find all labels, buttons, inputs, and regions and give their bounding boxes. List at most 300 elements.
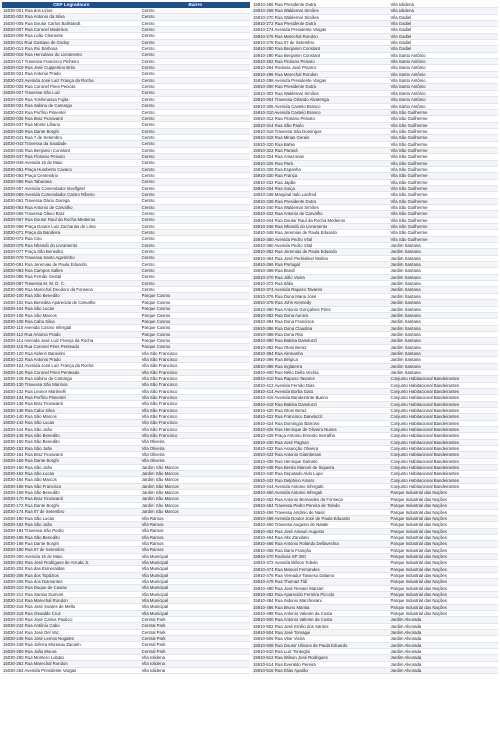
bairro-cell: Vila São Guilherme: [390, 116, 498, 122]
cep-logradouro-cell: 15030-067 Rua Doutor Raul da Rocha Medeiros: [2, 217, 141, 223]
bairro-cell: Vila Municipal: [141, 604, 250, 610]
cep-logradouro-cell: 15910-366 Rua Portugal: [252, 262, 390, 268]
bairro-cell: Centro: [141, 198, 250, 204]
cep-logradouro-cell: 15030-248 Rua Joferra Moreaux Zacarin: [2, 642, 141, 648]
cep-logradouro-cell: 15030-156 Rua Dante Borghi: [2, 458, 141, 464]
cep-logradouro-cell: 15030-204 Rua das Esmeraldas: [2, 566, 141, 572]
cep-logradouro-cell: 15910-292 Rua Floriano Peixoto: [252, 59, 390, 65]
cep-logradouro-cell: 15030-019 Rua José Cuppertino Brito: [2, 65, 141, 71]
left-cep-table: [2, 2, 250, 674]
cep-logradouro-cell: 15910-514 Rua Everaldo Pereira: [252, 661, 390, 667]
bairro-cell: Conjunto Habitacional Bandeirantes: [390, 395, 498, 401]
cep-logradouro-cell: 15910-330 Rua França: [252, 173, 390, 179]
bairro-cell: Vila São Guilherme: [390, 160, 498, 166]
bairro-cell: Vila Municipal: [141, 610, 250, 616]
cep-logradouro-cell: 15030-073 Rua Ciro: [2, 236, 141, 242]
cep-logradouro-cell: 15910-504 Rua José Tomagui: [252, 630, 390, 636]
cep-logradouro-cell: 15910-464 Rua Alte Zanolato: [252, 534, 390, 540]
cep-logradouro-cell: 15030-166 Rua São Francisco: [2, 483, 141, 489]
bairro-cell: Vila Municipal: [141, 591, 250, 597]
cep-logradouro-cell: 15910-512 Rua Wilson José Rodrigues: [252, 655, 390, 661]
cep-table-left: [2, 2, 250, 674]
bairro-cell: Vila Municipal: [141, 578, 250, 584]
cep-logradouro-cell: 15910-324 Rua Amazonas: [252, 154, 390, 160]
bairro-cell: Conjunto Habitacional Bandeirantes: [390, 484, 498, 490]
bairro-cell: Parque Industrial das Nações: [390, 566, 498, 572]
cep-logradouro-cell: 15910-348 Rua Jeremias de Paula Eduardo: [252, 230, 390, 236]
cep-logradouro-cell: 15910-510 Rua Luiz Tontegini: [252, 649, 390, 655]
cep-logradouro-cell: 15910-414 Avenida Borba Gato: [252, 388, 390, 394]
cep-logradouro-cell: 15030-260 Rua Montero Lobato: [2, 655, 141, 661]
cep-logradouro-cell: 15910-278 Rua 07 de Setembro: [252, 40, 390, 46]
bairro-cell: Jardim São Marcos: [141, 509, 250, 515]
cep-logradouro-cell: 15030-142 Rua São Lucas: [2, 420, 141, 426]
cep-logradouro-cell: 15030-085 Rua Fernão Gestal: [2, 274, 141, 280]
bairro-cell: Parque Cosmo: [141, 318, 250, 324]
cep-logradouro-cell: 15910-436 Rua Henrique Damato: [252, 458, 390, 464]
bairro-cell: Conjunto Habitacional Bandeirantes: [390, 465, 498, 471]
cep-logradouro-cell: 15030-047 Rua Floriano Peixoto: [2, 153, 141, 159]
cep-logradouro-cell: 15030-007 Rua Coronel Medeiros: [2, 27, 141, 33]
cep-logradouro-cell: 15910-384 Rua Dona Francisca: [252, 319, 390, 325]
bairro-cell: Vila Ramos: [141, 547, 250, 553]
bairro-cell: Centro: [141, 160, 250, 166]
bairro-cell: Vila Ramos: [141, 528, 250, 534]
cep-logradouro-cell: 15910-434 Rua Antonio Giambesan: [252, 452, 390, 458]
bairro-cell: Parque Industrial das Nações: [390, 541, 498, 547]
bairro-cell: Jardim Alvorada: [390, 649, 498, 655]
bairro-cell: Conjunto Habitacional Bandeirantes: [390, 471, 498, 477]
cep-logradouro-cell: 15910-488 Rua Antonio Valente da Costa: [252, 611, 390, 617]
cep-logradouro-cell: 15910-382 Rua Dona Aurora: [252, 312, 390, 318]
cep-logradouro-cell: 15030-001 Rua dos Lírios: [2, 8, 141, 14]
cep-logradouro-cell: 15030-104 Rua São Lucas: [2, 306, 141, 312]
cep-logradouro-cell: 15910-374 Avenida Raposo Tavares: [252, 287, 390, 293]
cep-logradouro-cell: 15910-458 Avenida Doutor José de Paula Eduardo: [252, 515, 390, 521]
bairro-cell: Vila São Francisco: [141, 356, 250, 362]
cep-logradouro-cell: 15910-426 Rua Henrique de Oliveira Nunes: [252, 427, 390, 433]
bairro-cell: Vila São Guilherme: [390, 211, 498, 217]
bairro-cell: Conjunto Habitacional Bandeirantes: [390, 433, 498, 439]
bairro-cell: Centro: [141, 58, 250, 64]
cep-logradouro-cell: 15030-114 Avenida José Luiz França da Rocha: [2, 337, 141, 343]
bairro-cell: Centro: [141, 287, 250, 293]
cep-logradouro-cell: 15910-400 Rua Nélio Della Vechia: [252, 369, 390, 375]
bairro-cell: Jardim Santana: [390, 363, 498, 369]
cep-logradouro-cell: 15910-318 Rua Minas Gerais: [252, 135, 390, 141]
bairro-cell: Jardim Santana: [390, 357, 498, 363]
bairro-cell: Vila Gadiel: [390, 40, 498, 46]
bairro-cell: Centro: [141, 261, 250, 267]
cep-logradouro-cell: 15910-474 Rua Manoel Fernandes: [252, 566, 390, 572]
cep-logradouro-cell: 15910-326 Rua Pará: [252, 160, 390, 166]
cep-logradouro-cell: 15910-454 Travessa Pedro Pereira de Toledo: [252, 503, 390, 509]
cep-logradouro-cell: 15030-077 Praça São Benedito: [2, 249, 141, 255]
bairro-cell: Jardim Alvorada: [390, 630, 498, 636]
cep-logradouro-cell: 15910-468 Rua Dario Franção: [252, 547, 390, 553]
bairro-cell: Jardim Santana: [390, 300, 498, 306]
cep-logradouro-cell: 15910-372 Rua Itália: [252, 281, 390, 287]
bairro-cell: Parque Industrial das Nações: [390, 585, 498, 591]
cep-logradouro-cell: 15910-306 Avenida Castelo Branco: [252, 103, 390, 109]
bairro-cell: Centro: [141, 141, 250, 147]
cep-logradouro-cell: 15030-188 Rua Dante Borghi: [2, 540, 141, 546]
cep-logradouro-cell: 15030-013 Rua Rui Barbosa: [2, 46, 141, 52]
cep-logradouro-cell: 15030-122 Rua Antonio Prado: [2, 356, 141, 362]
bairro-cell: Jardim Santana: [390, 281, 498, 287]
cep-logradouro-cell: 15030-134 Rua Porfírio Pimentel: [2, 394, 141, 400]
cep-logradouro-cell: 15030-264 Avenida Presidente Vargas: [2, 667, 141, 673]
cep-logradouro-cell: 15030-130 Travessa São Marinos: [2, 382, 141, 388]
cep-logradouro-cell: 15910-336 Marginal Italo Lanfred: [252, 192, 390, 198]
cep-logradouro-cell: 15910-270 Rua Waldemar Simões: [252, 14, 390, 20]
bairro-cell: Vila São Guilherme: [390, 109, 498, 115]
cep-logradouro-cell: 15910-478 Rua Thomaz Tidi: [252, 579, 390, 585]
bairro-cell: Centro: [141, 230, 250, 236]
bairro-cell: Conjunto Habitacional Bandeirantes: [390, 427, 498, 433]
cep-logradouro-cell: 15030-049 Avenida 15 de Maio: [2, 160, 141, 166]
bairro-cell: Parque Industrial das Nações: [390, 579, 498, 585]
cep-logradouro-cell: 15030-059 Avenida Comendador Castro Ribeiro: [2, 191, 141, 197]
bairro-cell: Vila São Guilherme: [390, 154, 498, 160]
bairro-cell: Centro: [141, 255, 250, 261]
bairro-cell: Vila Gadiel: [390, 21, 498, 27]
bairro-cell: Vila São Guilherme: [390, 236, 498, 242]
bairro-cell: Vila São Guilherme: [390, 141, 498, 147]
cep-logradouro-cell: 15910-368 Rua Brasil: [252, 268, 390, 274]
cep-logradouro-cell: 15910-370 Rua Júlio Vieira: [252, 274, 390, 280]
cep-logradouro-cell: 15910-314 Rua São Paulo: [252, 122, 390, 128]
bairro-cell: Centro: [141, 217, 250, 223]
bairro-cell: Vila São Guilherme: [390, 185, 498, 191]
cep-logradouro-cell: 15910-486 Rua Bruno Mantia: [252, 604, 390, 610]
cep-logradouro-cell: 15030-100 Rua São Benedito: [2, 293, 141, 299]
bairro-cell: Vila Santo Antônio: [390, 78, 498, 84]
cep-logradouro-cell: 15030-140 Rua São Marcos: [2, 414, 141, 420]
bairro-cell: Vila São Guilherme: [390, 147, 498, 153]
bairro-cell: Vila São Francisco: [141, 388, 250, 394]
cep-logradouro-cell: 15910-334 Rua Suíça: [252, 185, 390, 191]
cep-logradouro-cell: 15910-438 Rua Benito Manoel de Siqueira: [252, 465, 390, 471]
cep-logradouro-cell: 15030-075 Rua Nhandú do Livramento: [2, 242, 141, 248]
bairro-cell: Vila Municipal: [141, 566, 250, 572]
bairro-cell: Vila Santo Antônio: [390, 97, 498, 103]
bairro-cell: Vila Ramos: [141, 521, 250, 527]
cep-logradouro-cell: 15910-332 Rua Japão: [252, 179, 390, 185]
cep-logradouro-cell: 15910-300 Rua Presidente Dutra: [252, 84, 390, 90]
cep-logradouro-cell: 15910-310 Avenida Castelo Branco: [252, 109, 390, 115]
bairro-cell: Parque Industrial das Nações: [390, 503, 498, 509]
bairro-cell: Vila São Francisco: [141, 369, 250, 375]
cep-logradouro-cell: 15030-174 Rua 07 de Setembro: [2, 509, 141, 515]
cep-logradouro-cell: 15030-262 Rua Marechal Rondon: [2, 661, 141, 667]
bairro-cell: Vila São Guilherme: [390, 166, 498, 172]
bairro-cell: Vila São Guilherme: [390, 198, 498, 204]
cep-logradouro-cell: 15030-186 Rua São Benedito: [2, 534, 141, 540]
bairro-cell: Vila São Guilherme: [390, 192, 498, 198]
bairro-cell: Vila Santo Antônio: [390, 103, 498, 109]
bairro-cell: Centro: [141, 20, 250, 26]
bairro-cell: Centro: [141, 191, 250, 197]
bairro-cell: Centro: [141, 280, 250, 286]
bairro-cell: Parque Cosmo: [141, 293, 250, 299]
cep-logradouro-cell: 15910-398 Rua Inglaterra: [252, 363, 390, 369]
cep-logradouro-cell: 15910-480 Rua José Renato Marsari: [252, 585, 390, 591]
bairro-cell: Vila São Francisco: [141, 401, 250, 407]
bairro-cell: Parque Industrial das Nações: [390, 560, 498, 566]
bairro-cell: Centro: [141, 109, 250, 115]
cep-logradouro-cell: 15910-290 Rua Benjamin Constant: [252, 52, 390, 58]
bairro-cell: Jardim Santana: [390, 319, 498, 325]
cep-logradouro-cell: 15910-346 Rua Nhandú do Livramento: [252, 224, 390, 230]
cep-logradouro-cell: 15030-055 Rua Tabarana: [2, 179, 141, 185]
bairro-cell: Centro: [141, 103, 250, 109]
cep-logradouro-cell: 15030-240 Rua José Carlos Paulicci: [2, 617, 141, 623]
cep-logradouro-cell: 15030-112 Rua Antonio Prado: [2, 331, 141, 337]
cep-logradouro-cell: 15910-500 Rua Antonio Valente da Costa: [252, 617, 390, 623]
cep-logradouro-cell: 15030-043 Travessa da Saudade: [2, 141, 141, 147]
bairro-cell: Vila Iolidena: [390, 2, 498, 8]
bairro-cell: Jardim Alvorada: [390, 636, 498, 642]
cep-logradouro-cell: 15030-182 Rua São João: [2, 521, 141, 527]
cep-logradouro-cell: 15030-184 Travessa São Pedro: [2, 528, 141, 534]
bairro-cell: Vila Municipal: [141, 572, 250, 578]
cep-logradouro-cell: 15030-039 Rua Dante Borghi: [2, 128, 141, 134]
cep-logradouro-cell: 15030-190 Rua 07 de Setembro: [2, 547, 141, 553]
cep-logradouro-cell: 15030-218 Rua Oswaldo Cruz: [2, 610, 141, 616]
bairro-cell: Centro: [141, 33, 250, 39]
bairro-cell: Centro: [141, 185, 250, 191]
cep-logradouro-cell: 15910-376 Rua Dona Maria José: [252, 293, 390, 299]
cep-logradouro-cell: 15910-418 Rua Batista Daneluzzi: [252, 401, 390, 407]
bairro-cell: Centro: [141, 204, 250, 210]
bairro-cell: Central Park: [141, 623, 250, 629]
bairro-cell: Vila Gadiel: [390, 14, 498, 20]
cep-logradouro-cell: 15910-482 Rua Aparecido Ferreira Piccolo: [252, 591, 390, 597]
bairro-cell: Vila São Guilherme: [390, 173, 498, 179]
bairro-cell: Jardim Santana: [390, 274, 498, 280]
bairro-cell: Vila Municipal: [141, 597, 250, 603]
bairro-cell: Jardim Santana: [390, 255, 498, 261]
cep-logradouro-cell: 15910-412 Avenida Fernão Dias: [252, 382, 390, 388]
bairro-cell: Central Park: [141, 617, 250, 623]
cep-logradouro-cell: 15030-061 Travessa Dácio Dorega: [2, 198, 141, 204]
cep-logradouro-cell: 15910-304 Travessa Orlando Alvarenga: [252, 97, 390, 103]
bairro-cell: Jardim Santana: [390, 338, 498, 344]
cep-logradouro-cell: 15030-124 Avenida José Luiz França da Rocha: [2, 363, 141, 369]
bairro-cell: Parque Cosmo: [141, 325, 250, 331]
cep-logradouro-cell: 15910-280 Rua Benjamin Constant: [252, 46, 390, 52]
cep-logradouro-cell: 15910-470 Rodovia SP 300: [252, 553, 390, 559]
cep-logradouro-cell: 15030-037 Rua Monte Líbano: [2, 122, 141, 128]
cep-logradouro-cell: 15910-422 Rua Francisco Daneluzzi: [252, 414, 390, 420]
bairro-cell: Parque Industrial das Nações: [390, 490, 498, 496]
bairro-cell: Parque Industrial das Nações: [390, 572, 498, 578]
bairro-cell: Vila Santo Antônio: [390, 90, 498, 96]
cep-logradouro-cell: 15030-154 Rua Braz Fioravanti: [2, 452, 141, 458]
cep-logradouro-cell: 15030-065 Travessa Olavo Braz: [2, 211, 141, 217]
cep-logradouro-cell: 15030-126 Rua Coronel Pires Penteado: [2, 369, 141, 375]
table-body-left: [2, 8, 250, 674]
cep-logradouro-cell: 15030-214 Rua Marechal Rondon: [2, 597, 141, 603]
bairro-cell: Jardim Santana: [390, 249, 498, 255]
cep-logradouro-cell: 15030-120 Rua Alderiri Banedini: [2, 350, 141, 356]
bairro-cell: Vila Ramos: [141, 534, 250, 540]
bairro-cell: Vila São Francisco: [141, 414, 250, 420]
bairro-cell: Vila Iolidena: [141, 661, 250, 667]
bairro-cell: Centro: [141, 90, 250, 96]
bairro-cell: Vila Iolidena: [141, 655, 250, 661]
bairro-cell: Centro: [141, 134, 250, 140]
cep-logradouro-cell: 15910-428 Praça Antonio Ernesto Serralha: [252, 433, 390, 439]
bairro-cell: Vila São Francisco: [141, 350, 250, 356]
cep-table-right: [252, 2, 498, 674]
bairro-cell: Conjunto Habitacional Bandeirantes: [390, 388, 498, 394]
cep-logradouro-cell: 15910-328 Rua Espanha: [252, 166, 390, 172]
cep-logradouro-cell: 15030-005 Rua Doutor Carlos Ballstaedt: [2, 20, 141, 26]
cep-logradouro-cell: 15030-160 Rua São João: [2, 464, 141, 470]
cep-logradouro-cell: 15030-031 Rua Sabino de Camargo: [2, 103, 141, 109]
bairro-cell: Central Park: [141, 642, 250, 648]
bairro-cell: Centro: [141, 274, 250, 280]
bairro-cell: Parque Cosmo: [141, 331, 250, 337]
bairro-cell: Centro: [141, 14, 250, 20]
cep-logradouro-cell: 15030-128 Rua Sabino de Camargo: [2, 375, 141, 381]
bairro-cell: Vila São Francisco: [141, 433, 250, 439]
cep-logradouro-cell: 15030-110 Avenida Cosmo Infergati: [2, 325, 141, 331]
bairro-cell: Vila Santo Antônio: [390, 59, 498, 65]
cep-logradouro-cell: 15030-170 Rua Braz Fioravanti: [2, 496, 141, 502]
bairro-cell: Centro: [141, 122, 250, 128]
bairro-cell: Jardim Santana: [390, 262, 498, 268]
cep-logradouro-cell: 15910-322 Rua Paraná: [252, 147, 390, 153]
cep-logradouro-cell: 15030-172 Rua Dante Borghi: [2, 502, 141, 508]
bairro-cell: Parque Industrial das Nações: [390, 591, 498, 597]
cep-logradouro-cell: 15910-316 Travessa São Domingos: [252, 128, 390, 134]
cep-logradouro-cell: 15030-045 Rua Benjamin Constant: [2, 147, 141, 153]
bairro-cell: Vila Oliveira: [141, 439, 250, 445]
cep-logradouro-cell: 15030-009 Rua Leão Clemente: [2, 33, 141, 39]
bairro-cell: Vila Municipal: [141, 559, 250, 565]
bairro-cell: Parque Industrial das Nações: [390, 534, 498, 540]
cep-logradouro-cell: 15910-394 Rua Alemanha: [252, 350, 390, 356]
cep-logradouro-cell: 15030-071 Praça da Bandeira: [2, 230, 141, 236]
bairro-cell: Conjunto Habitacional Bandeirantes: [390, 452, 498, 458]
cep-logradouro-cell: 15910-378 Rua John Kennedy: [252, 300, 390, 306]
bairro-cell: Vila Ramos: [141, 515, 250, 521]
bairro-cell: Centro: [141, 46, 250, 52]
cep-logradouro-cell: 15910-460 Travessa Augusto de Natale: [252, 522, 390, 528]
bairro-cell: Centro: [141, 52, 250, 58]
bairro-cell: Parque Cosmo: [141, 299, 250, 305]
bairro-cell: Jardim Santana: [390, 350, 498, 356]
cep-logradouro-cell: 15030-051 Praça Humberto Cavaco: [2, 166, 141, 172]
cep-logradouro-cell: 15030-035 Rua Braz Fioravanti: [2, 115, 141, 121]
bairro-cell: Vila Santo Antônio: [390, 52, 498, 58]
bairro-cell: Central Park: [141, 648, 250, 654]
cep-logradouro-cell: 15910-432 Rua Assunção Oliveira: [252, 446, 390, 452]
bairro-cell: Centro: [141, 96, 250, 102]
bairro-cell: Parque Industrial das Nações: [390, 547, 498, 553]
bairro-cell: Vila Oliveira: [141, 452, 250, 458]
cep-logradouro-cell: 15030-200 Avenida 15 de Maio: [2, 553, 141, 559]
bairro-cell: Jardim São Marcos: [141, 464, 250, 470]
bairro-cell: Parque Industrial das Nações: [390, 496, 498, 502]
cep-logradouro-cell: 15910-342 Rua Antonio de Carvalho: [252, 211, 390, 217]
header-cep-logradouro: CEP Logradouro: [2, 2, 141, 8]
cep-logradouro-cell: 15910-320 Rua Bahia: [252, 141, 390, 147]
cep-logradouro-cell: 15030-023 Avenida José Luiz França da Rocha: [2, 77, 141, 83]
cep-logradouro-cell: 15910-390 Rua Batista Daneluzzi: [252, 338, 390, 344]
bairro-cell: Jardim Santana: [390, 369, 498, 375]
bairro-cell: Conjunto Habitacional Bandeirantes: [390, 458, 498, 464]
cep-logradouro-cell: 15910-392 Rua Otoni Beraz: [252, 344, 390, 350]
bairro-cell: Centro: [141, 27, 250, 33]
bairro-cell: Centro: [141, 8, 250, 14]
cep-logradouro-cell: 15910-266 Rua Presidente Dutra: [252, 2, 390, 8]
bairro-cell: Conjunto Habitacional Bandeirantes: [390, 439, 498, 445]
cep-logradouro-cell: 15910-410 Rua Raposo Tavares: [252, 376, 390, 382]
cep-logradouro-cell: 15910-452 Rua Antonio Bernardes da Fonseca: [252, 496, 390, 502]
cep-logradouro-cell: 15030-041 Rua 7 de Setembro: [2, 134, 141, 140]
cep-logradouro-cell: 15030-250 Rua João Moura: [2, 648, 141, 654]
cep-logradouro-cell: 15910-272 Rua Presidente Dutra: [252, 21, 390, 27]
cep-logradouro-cell: 15030-021 Rua Antonio Prado: [2, 71, 141, 77]
bairro-cell: Jardim Alvorada: [390, 617, 498, 623]
bairro-cell: Jardim Santana: [390, 268, 498, 274]
cep-logradouro-cell: 15910-338 Rua Presidente Dutra: [252, 198, 390, 204]
bairro-cell: Vila Santo Antônio: [390, 65, 498, 71]
cep-logradouro-cell: 15030-116 Rua Coronel Pires Penteado: [2, 344, 141, 350]
cep-logradouro-cell: 15030-011 Rua Gustavo de Godoy: [2, 39, 141, 45]
cep-logradouro-cell: 15030-083 Rua Campos Salles: [2, 268, 141, 274]
table-body-right: [252, 2, 498, 674]
bairro-cell: Centro: [141, 236, 250, 242]
cep-logradouro-cell: 15030-210 Rua Duque de Caxias: [2, 585, 141, 591]
bairro-cell: Vila Oliveira: [141, 445, 250, 451]
bairro-cell: Jardim Alvorada: [390, 661, 498, 667]
cep-logradouro-cell: 15910-462 Rua José Amauri Augusto: [252, 528, 390, 534]
cep-logradouro-cell: 15910-516 Rua Elias Aparão: [252, 668, 390, 674]
bairro-cell: Conjunto Habitacional Bandeirantes: [390, 446, 498, 452]
header-bairro: Bairro: [141, 2, 250, 8]
bairro-cell: Centro: [141, 84, 250, 90]
cep-logradouro-cell: 15030-144 Rua São João: [2, 426, 141, 432]
bairro-cell: Vila São Francisco: [141, 382, 250, 388]
cep-logradouro-cell: 15910-296 Rua Marechal Rondon: [252, 71, 390, 77]
cep-logradouro-cell: 15910-350 Avenida Pedro Vital: [252, 236, 390, 242]
bairro-cell: Vila São Francisco: [141, 375, 250, 381]
bairro-cell: Jardim São Marcos: [141, 477, 250, 483]
cep-logradouro-cell: 15030-150 Rua São Benedito: [2, 439, 141, 445]
cep-logradouro-cell: 15910-396 Rua Bélgica: [252, 357, 390, 363]
cep-logradouro-cell: 15030-146 Rua São Benedito: [2, 433, 141, 439]
cep-logradouro-cell: 15030-057 Avenida Comendador Boelfgitel: [2, 185, 141, 191]
cep-logradouro-cell: 15910-476 Rua Vereador Tasseso Dalamo: [252, 572, 390, 578]
cep-logradouro-cell: 15910-274 Avenida Presidente Vargas: [252, 27, 390, 33]
bairro-cell: Jardim Santana: [390, 312, 498, 318]
cep-logradouro-cell: 15030-017 Travessa Francisco Pinheiro: [2, 58, 141, 64]
bairro-cell: Vila Santo Antônio: [390, 71, 498, 77]
bairro-cell: Conjunto Habitacional Bandeirantes: [390, 477, 498, 483]
cep-logradouro-cell: 15030-015 Rua Herculano do Livramento: [2, 52, 141, 58]
cep-logradouro-cell: 15910-508 Rua Doutor Ulisses de Paula Eduardo: [252, 642, 390, 648]
bairro-cell: Vila São Francisco: [141, 363, 250, 369]
cep-logradouro-cell: 15030-152 Rua São João: [2, 445, 141, 451]
bairro-cell: Centro: [141, 39, 250, 45]
cep-logradouro-cell: 15910-344 Rua Doutor Raul da Rocha Medeiros: [252, 217, 390, 223]
cep-logradouro-cell: 15910-506 Rua Vitor Vieira: [252, 636, 390, 642]
